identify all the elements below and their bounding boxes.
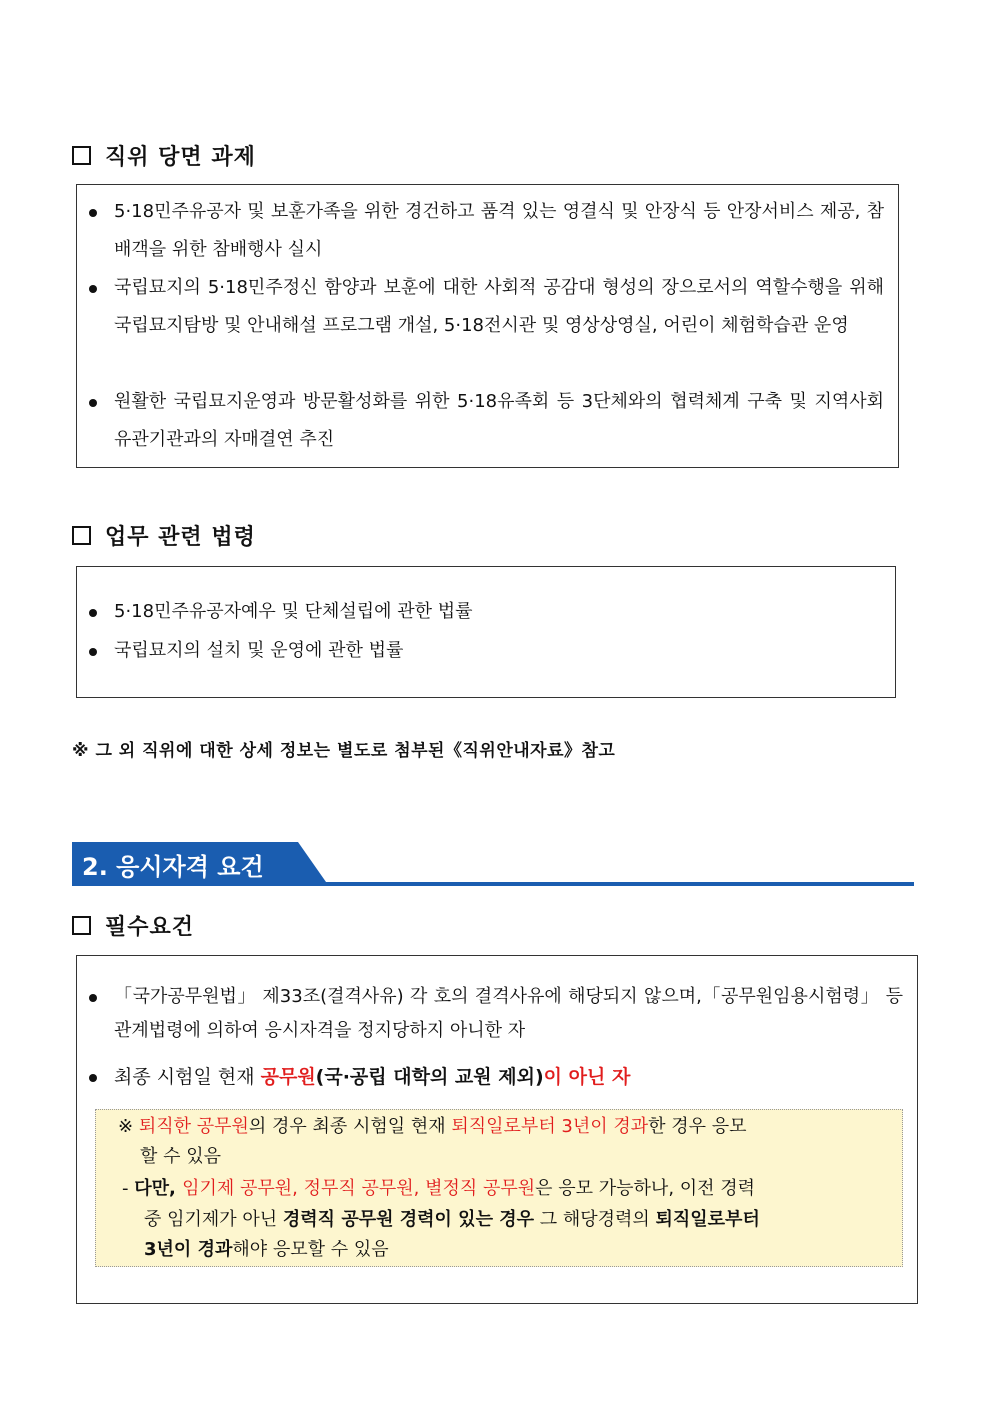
checkbox-square-icon xyxy=(72,526,91,545)
list-item: 5·18민주유공자 및 보훈가족을 위한 경건하고 품격 있는 영결식 및 안장식 등 안장서비스 제공, 참배객을 위한 참배행사 실시 xyxy=(89,193,884,269)
exception-note-line: 3년이 경과해야 응모할 수 있음 xyxy=(144,1239,389,1260)
laws-box xyxy=(76,566,896,698)
requirements-box xyxy=(76,955,918,1304)
reference-note: ※ 그 외 직위에 대한 상세 정보는 별도로 첨부된《직위안내자료》참고 xyxy=(72,741,616,761)
section-banner xyxy=(72,842,914,888)
bullet-icon xyxy=(89,609,97,617)
list-item: 국립묘지의 5·18민주정신 함양과 보훈에 대한 사회적 공감대 형성의 장으로서의 역할수행을 위해 국립묘지탐방 및 안내해설 프로그램 개설, 5·18전시관 및 영상상영실, 어린이 체험학습관 운영 xyxy=(89,269,884,345)
checkbox-square-icon xyxy=(72,146,91,165)
list-item: 「국가공무원법」 제33조(결격사유) 각 호의 결격사유에 해당되지 않으며,「공무원임용시험령」 등 관계법령에 의하여 응시자격을 정지당하지 아니한 자 xyxy=(89,980,903,1048)
bullet-icon xyxy=(89,285,97,293)
checkbox-square-icon xyxy=(72,916,91,935)
retired-note-line: 할 수 있음 xyxy=(140,1146,221,1167)
list-item: 5·18민주유공자예우 및 단체설립에 관한 법률 xyxy=(89,593,879,631)
bullet-icon xyxy=(89,648,97,656)
section-heading-duties: 직위 당면 과제 xyxy=(72,140,256,171)
duties-box xyxy=(76,184,899,468)
list-item: 원활한 국립묘지운영과 방문활성화를 위한 5·18유족회 등 3단체와의 협력체계 구축 및 지역사회 유관기관과의 자매결연 추진 xyxy=(89,383,884,459)
bullet-icon xyxy=(89,399,97,407)
exception-note-line: - 다만, 임기제 공무원, 정무직 공무원, 별정직 공무원은 응모 가능하나, 이전 경력 xyxy=(122,1178,756,1199)
list-item: 국립묘지의 설치 및 운영에 관한 법률 xyxy=(89,632,879,670)
exception-note-line: 중 임기제가 아닌 경력직 공무원 경력이 있는 경우 그 해당경력의 퇴직일로부터 xyxy=(144,1209,760,1230)
bullet-icon xyxy=(89,209,97,217)
list-item: 최종 시험일 현재 공무원(국·공립 대학의 교원 제외)이 아닌 자 xyxy=(89,1058,903,1096)
bullet-icon xyxy=(89,994,97,1002)
retired-note-line: ※ 퇴직한 공무원의 경우 최종 시험일 현재 퇴직일로부터 3년이 경과한 경우 응모 xyxy=(118,1116,747,1137)
section-heading-laws: 업무 관련 법령 xyxy=(72,520,256,551)
retired-note-box xyxy=(95,1109,903,1267)
bullet-icon xyxy=(89,1074,97,1082)
section-heading-requirements: 필수요건 xyxy=(72,910,194,941)
banner-title: 2. 응시자격 요건 xyxy=(82,853,264,881)
